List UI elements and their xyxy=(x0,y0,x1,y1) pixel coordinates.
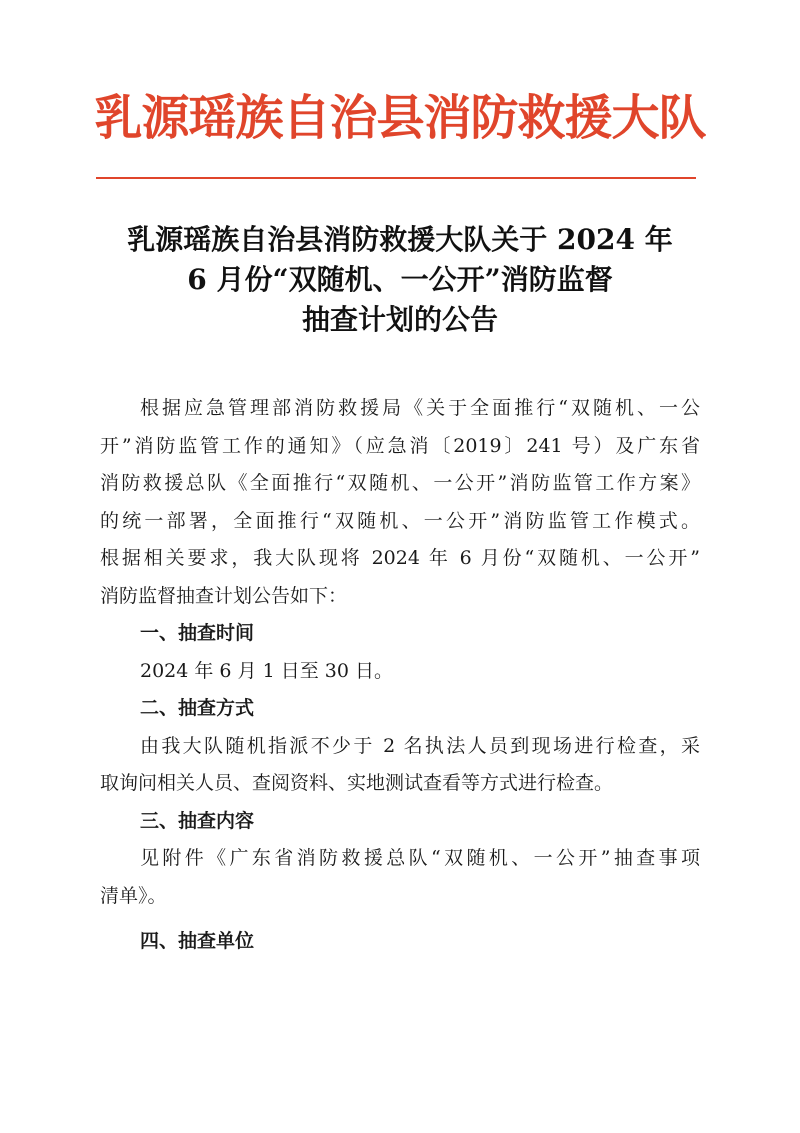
section-heading-3: 三、抽查内容 xyxy=(140,809,255,832)
paragraph-gap xyxy=(100,915,700,923)
section-3-line-1: 见附件《广东省消防救援总队“双随机、一公开”抽查事项 xyxy=(140,847,700,869)
section-2-line-2: 取询问相关人员、查阅资料、实地测试查看等方式进行检查。 xyxy=(100,772,614,794)
intro-line-3: 消防救援总队《全面推行“双随机、一公开”消防监管工作方案》 xyxy=(100,472,700,494)
section-3-line-2: 清单》。 xyxy=(100,884,167,907)
document-title xyxy=(60,220,740,340)
section-1-line-1: 2024 年 6 月 1 日至 30 日。 xyxy=(140,659,393,682)
intro-line-5: 根据相关要求，我大队现将 2024 年 6 月份“双随机、一公开” xyxy=(100,547,700,569)
section-heading-2: 二、抽查方式 xyxy=(140,697,255,719)
letterhead-red-rule xyxy=(96,177,696,179)
section-heading-4: 四、抽查单位 xyxy=(140,930,255,952)
intro-line-2: 开”消防监管工作的通知》（应急消〔2019〕241 号）及广东省 xyxy=(100,434,700,457)
title-line-1: 乳源瑶族自治县消防救援大队关于 2024 年 xyxy=(127,223,673,256)
section-heading-1: 一、抽查时间 xyxy=(140,622,255,644)
intro-line-4: 的统一部署，全面推行“双随机、一公开”消防监管工作模式。 xyxy=(100,509,700,532)
title-line-3: 抽查计划的公告 xyxy=(301,303,498,336)
letterhead-title: 乳源瑶族自治县消防救援大队 xyxy=(94,90,706,146)
section-2-line-1: 由我大队随机指派不少于 2 名执法人员到现场进行检查，采 xyxy=(140,734,700,757)
intro-line-1: 根据应急管理部消防救援局《关于全面推行“双随机、一公 xyxy=(140,397,700,419)
intro-line-6: 消防监督抽查计划公告如下： xyxy=(100,584,348,607)
document-body xyxy=(100,390,700,961)
title-line-2: 6 月份“双随机、一公开”消防监督 xyxy=(187,263,613,296)
